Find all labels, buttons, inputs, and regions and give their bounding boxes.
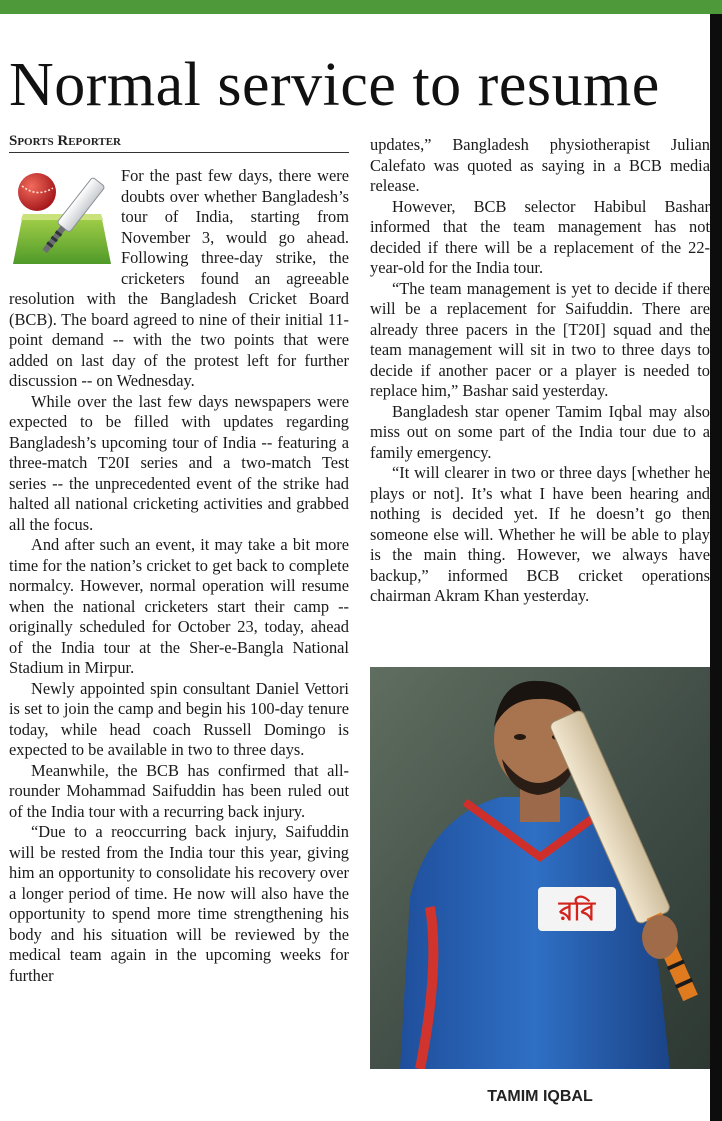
paragraph: “The team management is yet to decide if there will be a replacement for Saifuddin. There are already three pacers in the [T20I] squad and the team management will sit in two to three days to decide if another pacer or a player is needed to replace him,” Bashar said yesterday. xyxy=(370,278,710,400)
paragraph: “Due to a reoccurring back injury, Saifuddin will be rested from the India tour this year, giving him an opportunity to consolidate his recovery over a longer period of time. He now will also have the opportunity to spend more time strengthening his body and his situation will be reviewed by the medical team again in the upcoming weeks for further xyxy=(9,822,349,985)
player-photo xyxy=(370,667,710,1069)
headline: Normal service to resume xyxy=(9,51,660,119)
page-edge-shadow xyxy=(710,14,722,1121)
paragraph: updates,” Bangladesh physiotherapist Julian Calefato was quoted as saying in a BCB media release. xyxy=(370,135,710,195)
cricket-ball-bat-icon xyxy=(9,166,113,272)
paragraph: Meanwhile, the BCB has confirmed that all-rounder Mohammad Saifuddin has been ruled out of the India tour with a recurring back injury. xyxy=(9,760,349,821)
photo-caption: TAMIM IQBAL xyxy=(487,1088,593,1105)
paragraph: “It will clearer in two or three days [whether he plays or not]. It’s what I have been hearing and nothing is decided yet. If he doesn’t go then someone else will. Whether he will be able to play is the main thing. However, we always have backup,” informed BCB cricket operations chairman Akram Khan yesterday. xyxy=(370,463,710,605)
paragraph: And after such an event, it may take a bit more time for the nation’s cricket to get back to complete normalcy. However, normal operation will resume when the national cricketers start their camp -- originally scheduled for October 23, today, ahead of the India tour at the Sher-e-Bangla National Stadium in Mirpur. xyxy=(9,535,349,677)
article-column-1 xyxy=(9,166,349,1106)
article-column-2 xyxy=(370,135,710,655)
paragraph: Bangladesh star opener Tamim Iqbal may also miss out on some part of the India tour due to a family emergency. xyxy=(370,401,710,462)
paragraph: Newly appointed spin consultant Daniel Vettori is set to join the camp and begin his 100-day tenure today, while head coach Russell Domingo is expected to be available in two to three days. xyxy=(9,678,349,759)
paragraph: However, BCB selector Habibul Bashar informed that the team management has not decided if there will be a replacement of the 22-year-old for the India tour. xyxy=(370,196,710,277)
top-color-bar xyxy=(0,0,722,14)
paragraph: For the past few days, there were doubts over whether Bangladesh’s tour of India, starting from November 3, would go ahead. Following three-day strike, the cricketers found an agreeable resolution with the Bangladesh Cricket Board (BCB). The board agreed to nine of their initial 11-point demand -- with the two points that were added on last day of the protest left for further discussion -- on Wednesday. xyxy=(9,166,349,390)
paragraph: While over the last few days newspapers were expected to be filled with updates regarding Bangladesh’s upcoming tour of India -- featuring a three-match T20I series and a two-match Test series -- the unprecedented event of the strike had halted all national cricketing activities and grabbed all the focus. xyxy=(9,391,349,534)
shirt-logo: রবি xyxy=(558,897,596,927)
byline: Sports Reporter xyxy=(9,132,349,153)
